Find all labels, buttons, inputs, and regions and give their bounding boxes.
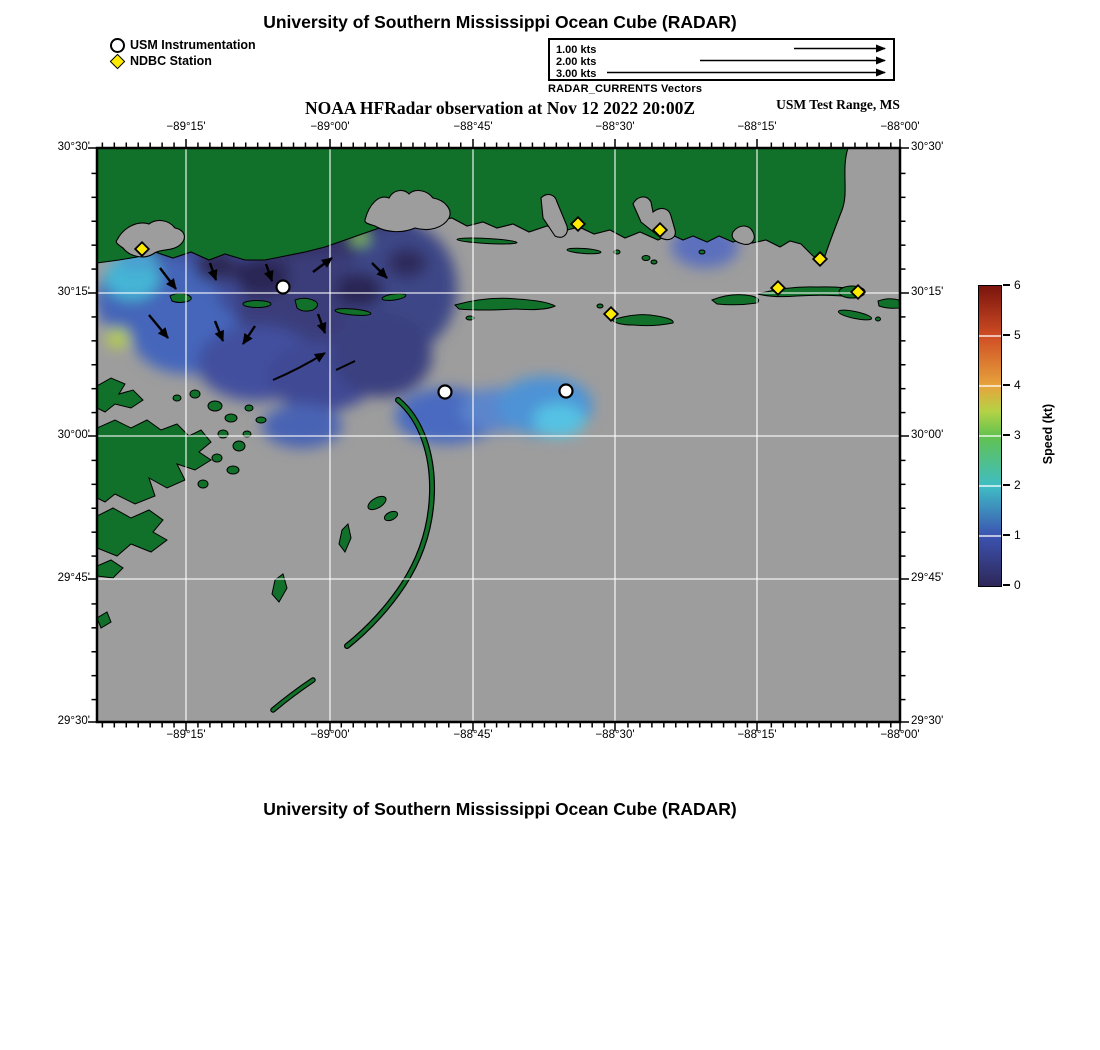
lon-axis-label: −89°00' [310, 729, 350, 741]
footer-title: University of Southern Mississippi Ocean Cube (RADAR) [263, 799, 737, 819]
lon-axis-label: −88°15' [737, 729, 777, 741]
map-legend [110, 37, 256, 69]
lat-axis-label: 30°30' [911, 141, 944, 153]
map-plot [83, 134, 914, 736]
lon-axis-label: −88°45' [453, 729, 493, 741]
lon-axis-label: −88°15' [737, 121, 777, 133]
usm-instrumentation-marker [439, 386, 452, 399]
vector-scale-caption: RADAR_CURRENTS Vectors [548, 83, 703, 95]
lat-axis-label: 30°00' [911, 429, 944, 441]
legend-label-ndbc: NDBC Station [130, 54, 212, 68]
observation-subtitle: NOAA HFRadar observation at Nov 12 2022 20:00Z [304, 98, 696, 118]
colorbar-tick-label: 4 [1014, 378, 1021, 392]
colorbar-tick [1003, 284, 1010, 286]
vector-scale-box [548, 38, 895, 81]
lon-axis-label: −89°15' [166, 121, 206, 133]
colorbar-tick-label: 1 [1014, 528, 1021, 542]
usm-instrumentation-icon [110, 38, 125, 53]
region-label: USM Test Range, MS [776, 97, 900, 112]
colorbar-gridline [979, 335, 1001, 337]
colorbar-tick [1003, 534, 1010, 536]
vector-scale-entry: 1.00 kts [556, 44, 597, 56]
colorbar-tick-label: 6 [1014, 278, 1021, 292]
colorbar-gridline [979, 535, 1001, 537]
colorbar [978, 285, 1002, 587]
lat-axis-label: 30°15' [57, 286, 90, 298]
lon-axis-label: −89°00' [310, 121, 350, 133]
vector-scale-canvas [550, 40, 893, 79]
colorbar-tick-label: 2 [1014, 478, 1021, 492]
lat-axis-label: 29°30' [911, 715, 944, 727]
ndbc-station-icon [110, 53, 126, 69]
legend-item-usm [110, 37, 256, 53]
vector-scale-entry: 3.00 kts [556, 68, 597, 79]
lon-axis-label: −88°45' [453, 121, 493, 133]
colorbar-tick [1003, 334, 1010, 336]
vector-scale-entry: 2.00 kts [556, 56, 597, 68]
usm-instrumentation-marker [560, 385, 573, 398]
colorbar-tick-label: 0 [1014, 578, 1021, 592]
legend-item-ndbc [110, 53, 256, 69]
lon-axis-label: −88°00' [880, 729, 920, 741]
lon-axis-label: −88°00' [880, 121, 920, 133]
lat-axis-label: 30°15' [911, 286, 944, 298]
lat-axis-label: 29°45' [911, 572, 944, 584]
colorbar-tick [1003, 384, 1010, 386]
lon-axis-label: −89°15' [166, 729, 206, 741]
colorbar-tick [1003, 584, 1010, 586]
lat-axis-label: 30°00' [57, 429, 90, 441]
lat-axis-label: 30°30' [57, 141, 90, 153]
lon-axis-label: −88°30' [595, 121, 635, 133]
page-title: University of Southern Mississippi Ocean Cube (RADAR) [263, 12, 737, 32]
colorbar-tick [1003, 484, 1010, 486]
colorbar-gridline [979, 485, 1001, 487]
colorbar-axis-label: Speed (kt) [1041, 403, 1055, 465]
colorbar-tick [1003, 434, 1010, 436]
usm-instrumentation-marker [277, 281, 290, 294]
lon-axis-label: −88°30' [595, 729, 635, 741]
colorbar-tick-label: 5 [1014, 328, 1021, 342]
colorbar-gridline [979, 385, 1001, 387]
colorbar-tick-label: 3 [1014, 428, 1021, 442]
colorbar-gridline [979, 435, 1001, 437]
lat-axis-label: 29°30' [57, 715, 90, 727]
lat-axis-label: 29°45' [57, 572, 90, 584]
legend-label-usm: USM Instrumentation [130, 38, 256, 52]
